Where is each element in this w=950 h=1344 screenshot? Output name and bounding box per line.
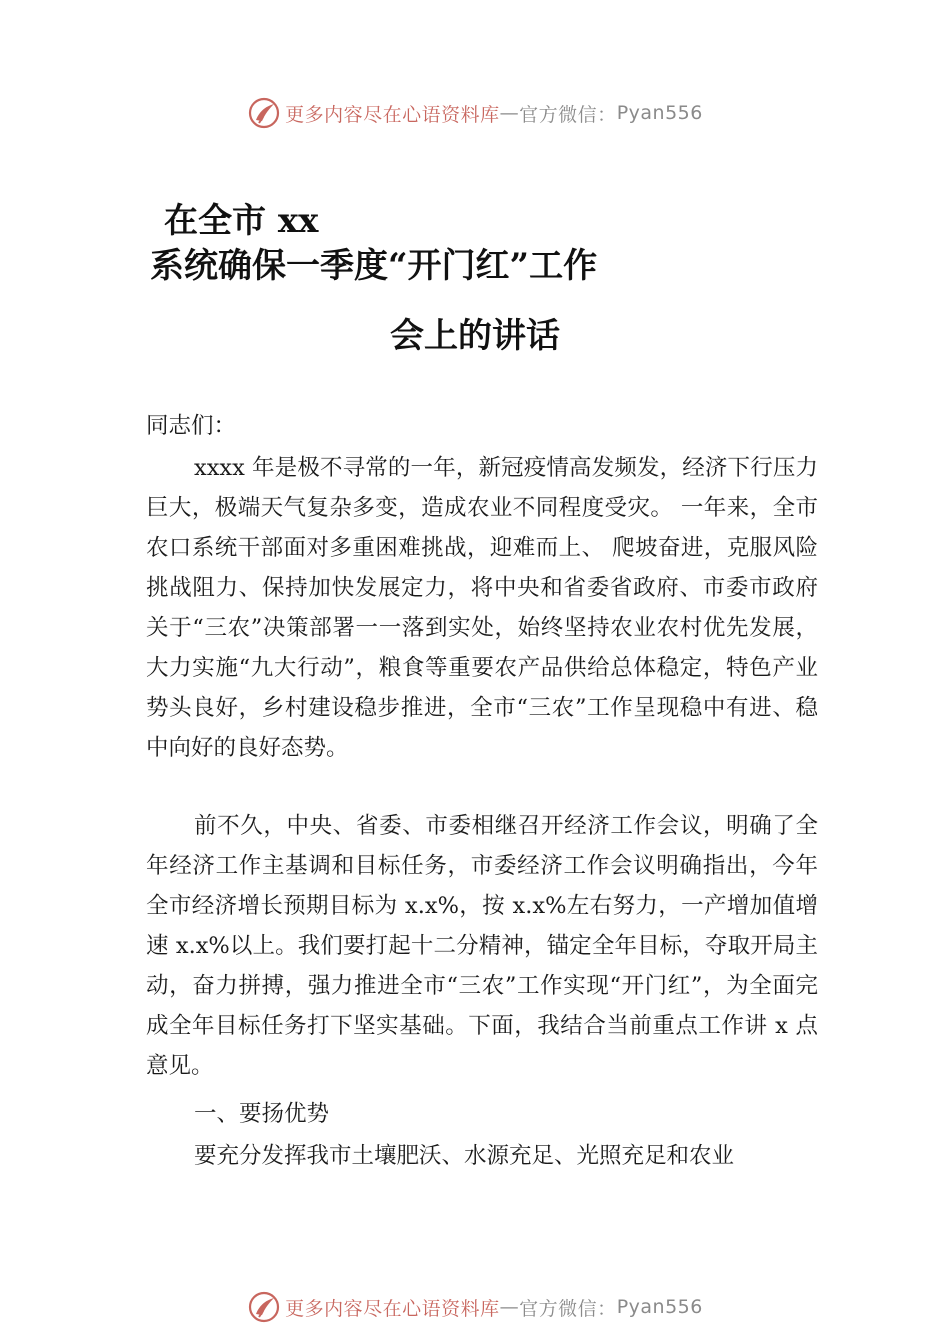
banner-wechat-id: Pyan556: [616, 1296, 703, 1318]
paragraph-1-block: [146, 448, 818, 768]
paragraph: xxxx 年是极不寻常的一年，新冠疫情高发频发，经济下行压力巨大，极端天气复杂多变，造成农业不同程度受灾。 一年来，全市农口系统干部面对多重困难挑战，迎难而上、 爬坡奋进，克服风险挑战阻力、保持加快发展定力，将中央和省委省政府、市委市政府关于“三农”决策部署一一落到实处，始终坚持农业农村优先发展，大力实施“九大行动”，粮食等重要农产品供给总体稳定，特色产业势头良好，乡村建设稳步推进，全市“三农”工作呈现稳中有进、稳中向好的良好态势。: [146, 455, 818, 761]
logo-icon: [247, 96, 281, 130]
title-line-1: 在全市 xx: [164, 201, 319, 241]
footer-banner: [0, 1290, 950, 1324]
title-line-2: 系统确保一季度“开门红”工作: [150, 246, 598, 286]
paragraph: 前不久，中央、省委、市委相继召开经济工作会议，明确了全年经济工作主基调和目标任务，市委经济工作会议明确指出，今年全市经济增长预期目标为 x.x%，按 x.x%左右努力，一产增加值增速 x.x%以上。我们要打起十二分精神，锚定全年目标，夺取开局主动，奋力拼搏，强力推进全市“三农”工作实现“开门红”，为全面完成全年目标任务打下坚实基础。下面，我结合当前重点工作讲 x 点意见。: [146, 813, 818, 1079]
banner-wechat-label: 官方微信：: [519, 103, 617, 126]
title-line-3: 会上的讲话: [390, 316, 560, 356]
header-banner: [0, 96, 950, 130]
logo-icon: [247, 1290, 281, 1324]
banner-wechat-id: Pyan556: [616, 102, 703, 124]
banner-dash: —: [499, 102, 520, 124]
banner-library-text: 更多内容尽在心语资料库: [285, 103, 500, 126]
banner-library-text: 更多内容尽在心语资料库: [285, 1297, 500, 1320]
paragraph: 要充分发挥我市土壤肥沃、水源充足、光照充足和农业: [194, 1143, 735, 1169]
section-heading: 一、要扬优势: [194, 1101, 330, 1127]
banner-dash: —: [499, 1296, 520, 1318]
salutation: 同志们：: [146, 413, 237, 439]
paragraph-3-block: [146, 1136, 818, 1176]
banner-wechat-label: 官方微信：: [519, 1297, 617, 1320]
paragraph-2-block: [146, 806, 818, 1086]
